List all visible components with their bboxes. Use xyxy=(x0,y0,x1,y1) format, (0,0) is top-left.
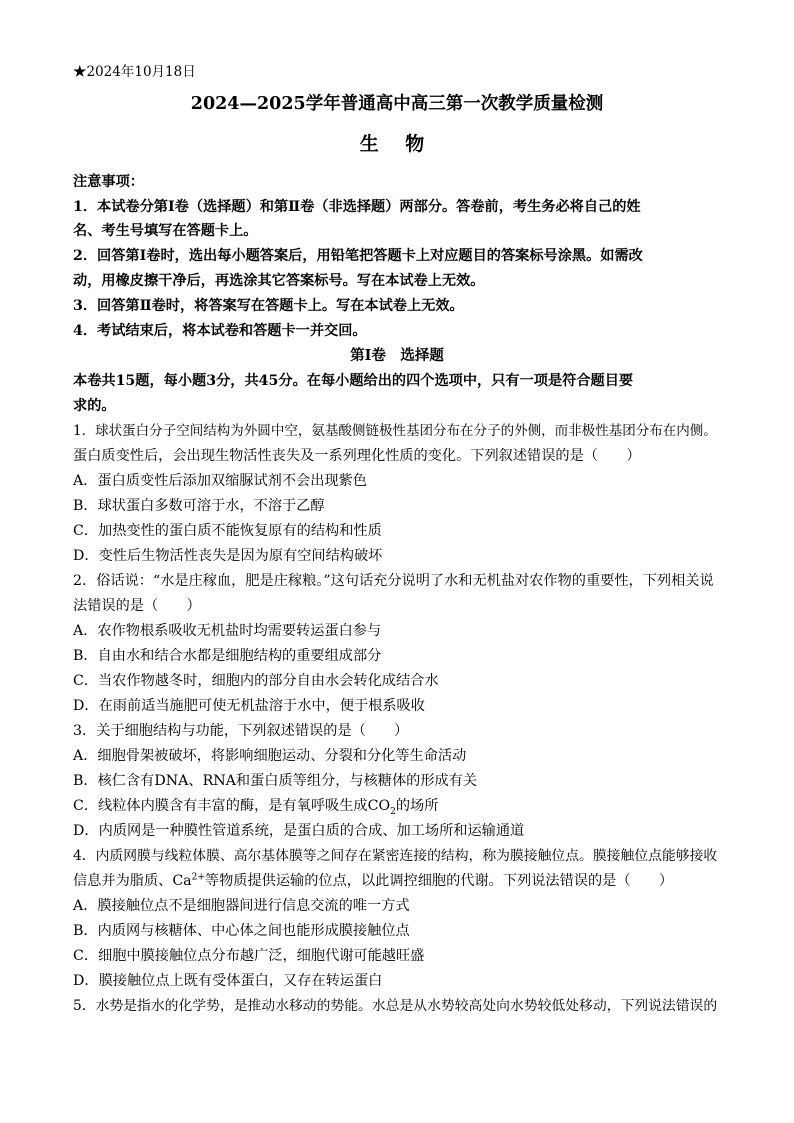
notice-heading: 注意事项： xyxy=(73,174,144,190)
answer-option: D．内质网是一种膜性管道系统，是蛋白质的合成、加工场所和运输通道 xyxy=(73,823,525,839)
stem-text: 信息并为脂质、Ca xyxy=(73,873,192,889)
notice-line: 1．本试卷分第Ⅰ卷（选择题）和第Ⅱ卷（非选择题）两部分。答卷前，考生务必将自己的姓 xyxy=(73,199,641,215)
question-stem: 3．关于细胞结构与功能，下列叙述错误的是（ ） xyxy=(73,723,409,739)
answer-option: A．蛋白质变性后添加双缩脲试剂不会出现紫色 xyxy=(73,473,367,489)
notice-line: 3．回答第Ⅱ卷时，将答案写在答题卡上。写在本试卷上无效。 xyxy=(73,298,464,314)
exam-subject: 生 物 xyxy=(359,133,435,155)
question-stem: 法错误的是（ ） xyxy=(73,598,201,614)
notice-line: 动，用橡皮擦干净后，再选涂其它答案标号。写在本试卷上无效。 xyxy=(73,273,485,289)
answer-option: C．加热变性的蛋白质不能恢复原有的结构和性质 xyxy=(73,523,382,539)
section-intro: 本卷共15题，每小题3分，共45分。在每小题给出的四个选项中，只有一项是符合题目要 xyxy=(73,373,634,389)
stem-text: 等物质提供运输的位点，以此调控细胞的代谢。下列说法错误的是（ ） xyxy=(204,873,674,889)
answer-option: B．球状蛋白多数可溶于水，不溶于乙醇 xyxy=(73,498,325,514)
superscript: 2+ xyxy=(191,872,205,883)
question-stem: 2．俗话说：“水是庄稼血，肥是庄稼粮。”这句话充分说明了水和无机盐对农作物的重要性，下列相关说 xyxy=(73,573,714,589)
answer-option: B．核仁含有DNA、RNA和蛋白质等组分，与核糖体的形成有关 xyxy=(73,773,478,789)
answer-option: B．内质网与核糖体、中心体之间也能形成膜接触位点 xyxy=(73,923,410,939)
answer-option: A．农作物根系吸收无机盐时均需要转运蛋白参与 xyxy=(73,623,382,639)
section-title: 第Ⅰ卷 选择题 xyxy=(350,347,444,364)
exam-date: ★2024年10月18日 xyxy=(73,64,196,80)
question-stem: 4．内质网膜与线粒体膜、高尔基体膜等之间存在紧密连接的结构，称为膜接触位点。膜接触位点能够接收 xyxy=(73,848,718,864)
answer-option: D．在雨前适当施肥可使无机盐溶于水中，便于根系吸收 xyxy=(73,698,425,714)
notice-line: 2．回答第Ⅰ卷时，选出每小题答案后，用铅笔把答题卡上对应题目的答案标号涂黑。如需改 xyxy=(73,248,643,264)
answer-option: D．变性后生物活性丧失是因为原有空间结构破坏 xyxy=(73,548,383,564)
question-stem xyxy=(73,871,724,891)
answer-option xyxy=(73,796,724,816)
notice-line: 名、考生号填写在答题卡上。 xyxy=(73,223,258,239)
option-text: 的场所 xyxy=(395,798,439,814)
answer-option: C．细胞中膜接触位点分布越广泛，细胞代谢可能越旺盛 xyxy=(73,948,425,964)
answer-option: D．膜接触位点上既有受体蛋白，又存在转运蛋白 xyxy=(73,973,383,989)
answer-option: A．膜接触位点不是细胞器间进行信息交流的唯一方式 xyxy=(73,898,410,914)
subscript: 2 xyxy=(390,806,396,817)
question-stem: 蛋白质变性后，会出现生物活性丧失及一系列理化性质的变化。下列叙述错误的是（ ） xyxy=(73,448,641,464)
answer-option: B．自由水和结合水都是细胞结构的重要组成部分 xyxy=(73,648,382,664)
exam-title: 2024—2025学年普通高中高三第一次教学质量检测 xyxy=(190,94,604,114)
option-text: C．线粒体内膜含有丰富的酶，是有氧呼吸生成CO xyxy=(73,798,391,814)
answer-option: A．细胞骨架被破坏，将影响细胞运动、分裂和分化等生命活动 xyxy=(73,748,467,764)
question-stem: 1．球状蛋白分子空间结构为外圆中空，氨基酸侧链极性基团分布在分子的外侧，而非极性基团分布在内侧。 xyxy=(73,423,717,439)
notice-line: 4．考试结束后，将本试卷和答题卡一并交回。 xyxy=(73,323,367,339)
answer-option: C．当农作物越冬时，细胞内的部分自由水会转化成结合水 xyxy=(73,673,439,689)
section-intro: 求的。 xyxy=(73,398,116,414)
question-stem: 5．水势是指水的化学势，是推动水移动的势能。水总是从水势较高处向水势较低处移动，下列说法错误的 xyxy=(73,998,718,1014)
